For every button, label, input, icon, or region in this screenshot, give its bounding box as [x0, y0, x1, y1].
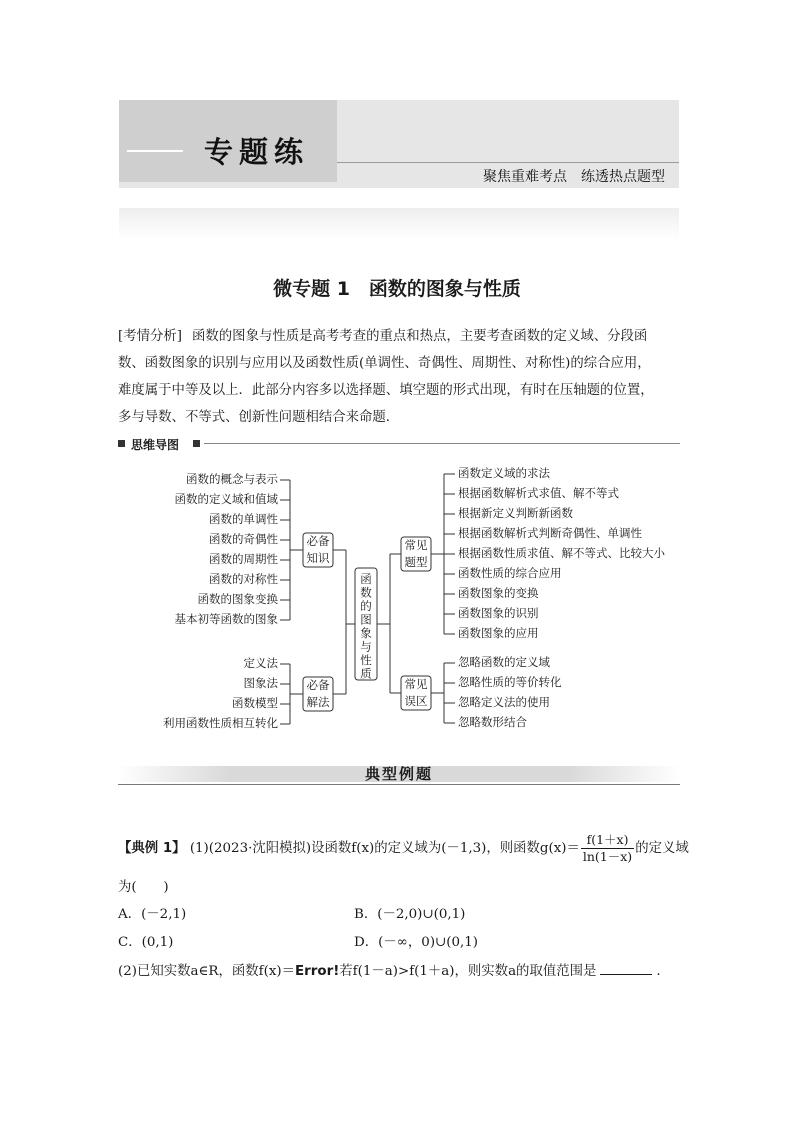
q1-fraction-numerator: f(1＋x) — [581, 832, 634, 849]
mindmap-center-char: 的 — [360, 599, 372, 613]
q1-text: (1)(2023·沈阳模拟)设函数f(x)的定义域为(－1,3)，则函数g(x)＝ — [189, 841, 580, 856]
mindmap-center-char: 数 — [360, 585, 372, 600]
mindmap-left-group-label: 必备 — [306, 534, 330, 548]
mindmap-right-item: 函数图象的变换 — [458, 586, 539, 600]
mindmap-right-item: 忽略函数的定义域 — [458, 655, 550, 669]
banner-underline — [119, 188, 679, 190]
q1-fraction — [581, 832, 634, 865]
examples-header-label: 典型例题 — [364, 765, 433, 783]
analysis-line-1: [考情分析] 函数的图象与性质是高考考查的重点和热点，主要考查函数的定义域、分段函 — [118, 329, 648, 344]
answer-blank[interactable] — [600, 962, 652, 975]
banner-subtitle: 聚焦重难考点 练透热点题型 — [483, 169, 665, 185]
mindmap-left-item: 函数模型 — [232, 696, 278, 710]
mindmap-center-char: 函 — [360, 572, 372, 586]
examples-section-header — [118, 762, 680, 788]
mindmap-right-item: 函数定义域的求法 — [458, 466, 550, 480]
mindmap-right-item: 根据函数性质求值、解不等式、比较大小 — [458, 546, 665, 560]
banner-accent-line — [127, 150, 183, 152]
mindmap-center-char: 图 — [360, 612, 372, 627]
option-a: A．(－2,1) — [118, 907, 187, 922]
section-rule — [204, 443, 680, 444]
analysis-paragraph — [118, 323, 680, 431]
mindmap-left-item: 利用函数性质相互转化 — [163, 716, 278, 730]
mindmap-right-group-label: 题型 — [404, 555, 428, 569]
mindmap-right-group-label: 常见 — [404, 538, 428, 552]
banner-title: 专题练 — [204, 135, 310, 169]
example-tag: 【典例 1】 — [118, 841, 186, 856]
mindmap-right-group-label: 误区 — [404, 694, 428, 708]
mindmap-section-header — [118, 436, 680, 452]
mindmap-left-group-label: 解法 — [306, 695, 330, 709]
mindmap-right-item: 忽略定义法的使用 — [458, 695, 550, 709]
q1-continuation: 为( ) — [118, 880, 169, 895]
mindmap-section-label: 思维导图 — [131, 438, 180, 452]
banner-fade — [119, 208, 679, 240]
page-title: 微专题 1 函数的图象与性质 — [273, 278, 521, 300]
banner-rule — [337, 162, 679, 163]
square-bullet-icon — [118, 440, 125, 447]
mindmap-right-item: 函数图象的识别 — [458, 606, 539, 620]
mindmap-center-char: 与 — [360, 639, 372, 654]
mindmap-right-item: 函数图象的应用 — [458, 626, 539, 640]
mindmap-right-item: 忽略数形结合 — [458, 715, 527, 729]
mindmap-left-item: 函数的对称性 — [209, 572, 278, 586]
example1-question2: (2)已知实数a∈R，函数f(x)＝Error!若f(1－a)>f(1＋a)，则实数a的取值范围是 . — [118, 964, 661, 979]
mindmap-center-char: 质 — [360, 666, 372, 681]
header-banner — [119, 100, 679, 240]
mindmap-left-item: 图象法 — [243, 676, 278, 690]
analysis-line-2: 数、函数图象的识别与应用以及函数性质(单调性、奇偶性、周期性、对称性)的综合应用， — [118, 356, 651, 371]
mindmap-left-item: 定义法 — [243, 656, 278, 670]
q2-error-text: Error! — [295, 964, 340, 979]
mindmap-right-item: 根据函数解析式判断奇偶性、单调性 — [458, 526, 642, 540]
examples-rule — [118, 784, 680, 785]
mindmap-left-item: 函数的奇偶性 — [209, 532, 278, 546]
mindmap-left-item: 函数的单调性 — [209, 512, 278, 526]
mindmap-right-item: 根据函数解析式求值、解不等式 — [458, 486, 619, 500]
mindmap-left-item: 函数的周期性 — [209, 552, 278, 566]
mindmap-right-item: 函数性质的综合应用 — [458, 566, 562, 580]
mindmap-center-char: 性 — [360, 653, 372, 667]
mindmap-left-group-label: 必备 — [306, 678, 330, 692]
analysis-line-4: 多与导数、不等式、创新性问题相结合来命题． — [118, 410, 400, 425]
analysis-lead: [考情分析] — [118, 329, 183, 344]
mindmap-center-char: 象 — [360, 626, 372, 640]
option-d: D．(－∞，0)∪(0,1) — [354, 935, 479, 950]
q1-after: 的定义域 — [635, 841, 689, 856]
mindmap-left-item: 函数的定义域和值域 — [174, 492, 278, 506]
mindmap-right-group-label: 常见 — [404, 677, 428, 691]
mindmap-diagram — [118, 460, 680, 750]
q1-fraction-denominator: ln(1－x) — [582, 849, 633, 864]
option-b: B．(－2,0)∪(0,1) — [354, 907, 466, 922]
analysis-line-3: 难度属于中等及以上．此部分内容多以选择题、填空题的形式出现，有时在压轴题的位置， — [118, 383, 654, 398]
example1-question1 — [118, 832, 689, 865]
mindmap-right-item: 根据新定义判断新函数 — [458, 506, 573, 520]
mindmap-left-item: 函数的概念与表示 — [186, 472, 278, 486]
mindmap-left-item: 函数的图象变换 — [197, 592, 278, 606]
mindmap-left-group-label: 知识 — [306, 551, 330, 565]
mindmap-left-item: 基本初等函数的图象 — [174, 612, 278, 626]
option-c: C．(0,1) — [118, 935, 174, 950]
mindmap-right-item: 忽略性质的等价转化 — [458, 675, 562, 689]
square-bullet-icon — [193, 440, 200, 447]
